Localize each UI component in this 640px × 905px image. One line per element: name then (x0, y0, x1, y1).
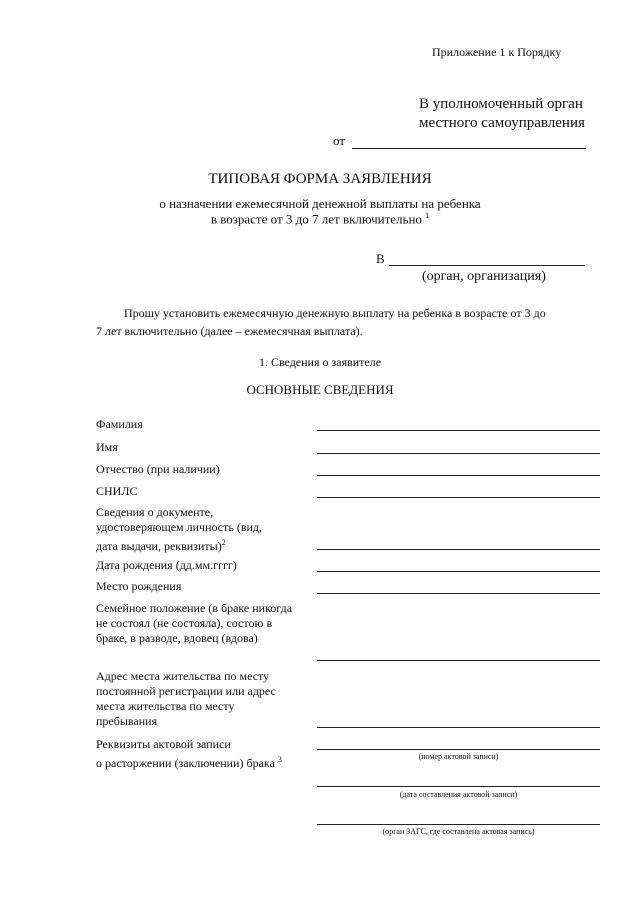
patronymic-field[interactable] (317, 475, 600, 476)
marital-status-label: Семейное положение (в браке никогда не состоял (не состояла), состою в браке, в разводе, вдовец (вдова) (96, 601, 293, 645)
name-field[interactable] (317, 453, 600, 454)
birth-place-field[interactable] (317, 593, 600, 594)
recipient-prefix: В (376, 251, 385, 266)
act-number-field[interactable] (317, 749, 600, 750)
act-number-caption: (номер актовой записи) (418, 752, 499, 761)
from-label: от (333, 133, 346, 148)
from-field[interactable] (352, 148, 586, 149)
birth-date-label: Дата рождения (дд.мм.гггг) (96, 558, 237, 572)
request-line-1: Прошу установить ежемесячную денежную выплату на ребенка в возрасте от 3 до (124, 306, 546, 320)
section-subheading: ОСНОВНЫЕ СВЕДЕНИЯ (246, 382, 394, 397)
form-title: ТИПОВАЯ ФОРМА ЗАЯВЛЕНИЯ (208, 171, 432, 187)
address-field[interactable] (317, 727, 600, 728)
address-label: Адрес места жительства по месту постоянной регистрации или адрес места жительства по месту пребывания (96, 669, 276, 728)
appendix-note: Приложение 1 к Порядку (432, 45, 562, 59)
act-record-label-2: о расторжении (заключении) брака $^3$ (96, 755, 282, 770)
section-heading: 1. Сведения о заявителе (258, 355, 382, 369)
snils-field[interactable] (317, 497, 600, 498)
addressee-line-2: местного самоуправления (419, 115, 585, 131)
birth-date-field[interactable] (317, 571, 600, 572)
recipient-field[interactable] (389, 265, 585, 266)
recipient-caption: (орган, организация) (422, 269, 546, 284)
act-record-label-1: Реквизиты актовой записи (96, 737, 231, 751)
snils-label: СНИЛС (96, 484, 138, 498)
id-document-label: Сведения о документе, удостоверяющем личность (вид, дата выдачи, реквизиты)$^2$ (96, 505, 263, 553)
id-document-field[interactable] (317, 549, 600, 550)
registry-office-field[interactable] (317, 824, 600, 825)
surname-field[interactable] (317, 430, 600, 431)
request-line-2: 7 лет включительно (далее – ежемесячная выплата). (96, 324, 363, 338)
act-date-field[interactable] (317, 786, 600, 787)
birth-place-label: Место рождения (96, 579, 182, 593)
surname-label: Фамилия (96, 417, 143, 431)
patronymic-label: Отчество (при наличии) (96, 462, 220, 476)
addressee-line-1: В уполномоченный орган (419, 96, 583, 112)
name-label: Имя (96, 440, 118, 454)
form-subtitle-1: о назначении ежемесячной денежной выплаты на ребенка (159, 196, 481, 211)
marital-status-field[interactable] (317, 660, 600, 661)
act-date-caption: (дата составления актовой записи) (399, 790, 518, 799)
registry-office-caption: (орган ЗАГС, где составлена актовая запись) (382, 827, 535, 836)
form-subtitle-2: в возрасте от 3 до 7 лет включительно $^1$ (210, 211, 430, 227)
